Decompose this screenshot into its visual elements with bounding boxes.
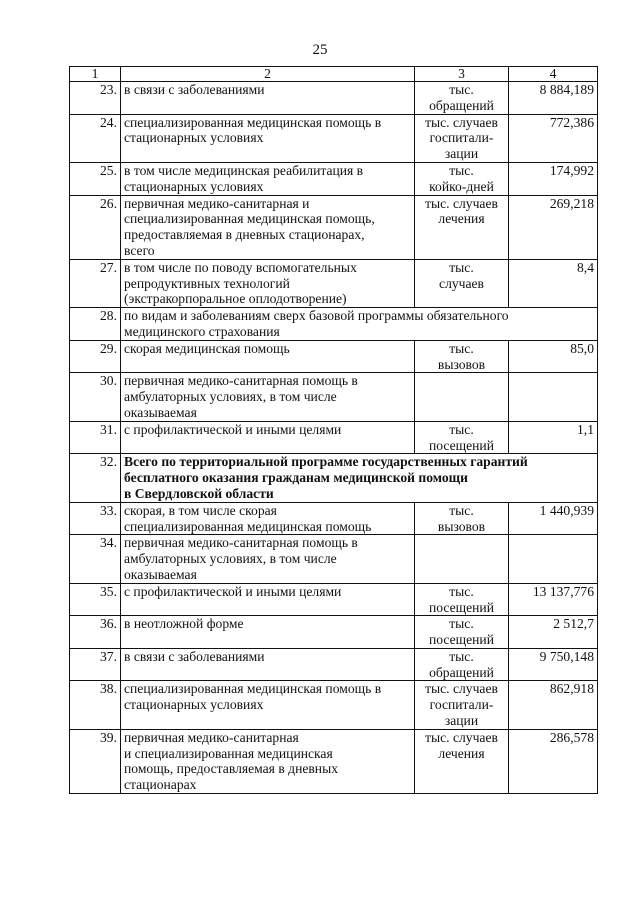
table-row: [70, 502, 598, 535]
row-unit: [415, 535, 509, 583]
row-value: 269,218: [509, 195, 598, 259]
row-value: 9 750,148: [509, 648, 598, 681]
table-row: [70, 583, 598, 616]
row-name: в том числе по поводу вспомогательных репродуктивных технологий (экстракорпоральное оплодотворение): [121, 259, 415, 307]
row-value: [509, 535, 598, 583]
row-name: в том числе медицинская реабилитация в стационарных условиях: [121, 162, 415, 195]
data-table: [69, 66, 598, 794]
page-number: 25: [312, 42, 328, 58]
table-row: [70, 308, 598, 341]
table-row: [70, 82, 598, 115]
row-name: в неотложной форме: [121, 616, 415, 649]
row-number: 23.: [70, 82, 121, 115]
row-name: специализированная медицинская помощь в стационарных условиях: [121, 114, 415, 162]
row-number: 30.: [70, 373, 121, 421]
row-name: специализированная медицинская помощь в стационарных условиях: [121, 681, 415, 729]
table-body: [70, 67, 598, 794]
table-row: [70, 616, 598, 649]
table-row: [70, 421, 598, 454]
row-name: первичная медико-санитарная и специализированная медицинская помощь, предоставляемая в дневных стационарах, всего: [121, 195, 415, 259]
row-unit: тыс. случаев госпитали- зации: [415, 114, 509, 162]
row-unit: тыс. случаев: [415, 259, 509, 307]
table-row: [70, 681, 598, 729]
row-number: 38.: [70, 681, 121, 729]
table-row: [70, 454, 598, 502]
header-col-4: 4: [509, 67, 598, 82]
row-value: 286,578: [509, 729, 598, 793]
row-unit: тыс. посещений: [415, 616, 509, 649]
row-unit: тыс. вызовов: [415, 340, 509, 373]
header-col-1: 1: [70, 67, 121, 82]
row-unit: тыс. случаев лечения: [415, 729, 509, 793]
row-value: 862,918: [509, 681, 598, 729]
table-row: [70, 162, 598, 195]
row-number: 32.: [70, 454, 121, 502]
row-name: скорая, в том числе скорая специализированная медицинская помощь: [121, 502, 415, 535]
row-name: первичная медико-санитарная и специализированная медицинская помощь, предоставляемая в дневных стационарах: [121, 729, 415, 793]
row-value: 85,0: [509, 340, 598, 373]
row-number: 29.: [70, 340, 121, 373]
header-col-2: 2: [121, 67, 415, 82]
row-number: 28.: [70, 308, 121, 341]
table-row: [70, 729, 598, 793]
table-row: [70, 259, 598, 307]
row-value: 2 512,7: [509, 616, 598, 649]
row-unit: тыс. вызовов: [415, 502, 509, 535]
row-unit: тыс. случаев лечения: [415, 195, 509, 259]
row-value: 8,4: [509, 259, 598, 307]
row-name: скорая медицинская помощь: [121, 340, 415, 373]
row-unit: тыс. случаев госпитали- зации: [415, 681, 509, 729]
table-row: [70, 535, 598, 583]
row-section-title: Всего по территориальной программе государственных гарантий бесплатного оказания гражданам медицинской помощи в Свердловской области: [121, 454, 598, 502]
header-col-3: 3: [415, 67, 509, 82]
row-unit: [415, 373, 509, 421]
row-name: в связи с заболеваниями: [121, 648, 415, 681]
row-name: в связи с заболеваниями: [121, 82, 415, 115]
row-unit: тыс. обращений: [415, 82, 509, 115]
row-unit: тыс. посещений: [415, 583, 509, 616]
row-number: 25.: [70, 162, 121, 195]
table-row: [70, 373, 598, 421]
row-unit: тыс. койко-дней: [415, 162, 509, 195]
table-row: [70, 340, 598, 373]
row-value: 1,1: [509, 421, 598, 454]
row-number: 31.: [70, 421, 121, 454]
row-number: 36.: [70, 616, 121, 649]
row-number: 27.: [70, 259, 121, 307]
row-name: с профилактической и иными целями: [121, 583, 415, 616]
table-row: [70, 195, 598, 259]
table-row: [70, 114, 598, 162]
row-number: 34.: [70, 535, 121, 583]
row-value: 8 884,189: [509, 82, 598, 115]
row-number: 35.: [70, 583, 121, 616]
row-number: 39.: [70, 729, 121, 793]
row-number: 26.: [70, 195, 121, 259]
row-number: 33.: [70, 502, 121, 535]
row-name: первичная медико-санитарная помощь в амбулаторных условиях, в том числе оказываемая: [121, 373, 415, 421]
row-value: 1 440,939: [509, 502, 598, 535]
table-header-row: [70, 67, 598, 82]
row-value: [509, 373, 598, 421]
row-number: 37.: [70, 648, 121, 681]
row-name: первичная медико-санитарная помощь в амбулаторных условиях, в том числе оказываемая: [121, 535, 415, 583]
row-value: 174,992: [509, 162, 598, 195]
row-number: 24.: [70, 114, 121, 162]
row-value: 13 137,776: [509, 583, 598, 616]
row-unit: тыс. обращений: [415, 648, 509, 681]
row-unit: тыс. посещений: [415, 421, 509, 454]
row-section-title: по видам и заболеваниям сверх базовой программы обязательного медицинского страхования: [121, 308, 598, 341]
row-value: 772,386: [509, 114, 598, 162]
row-name: с профилактической и иными целями: [121, 421, 415, 454]
table-row: [70, 648, 598, 681]
